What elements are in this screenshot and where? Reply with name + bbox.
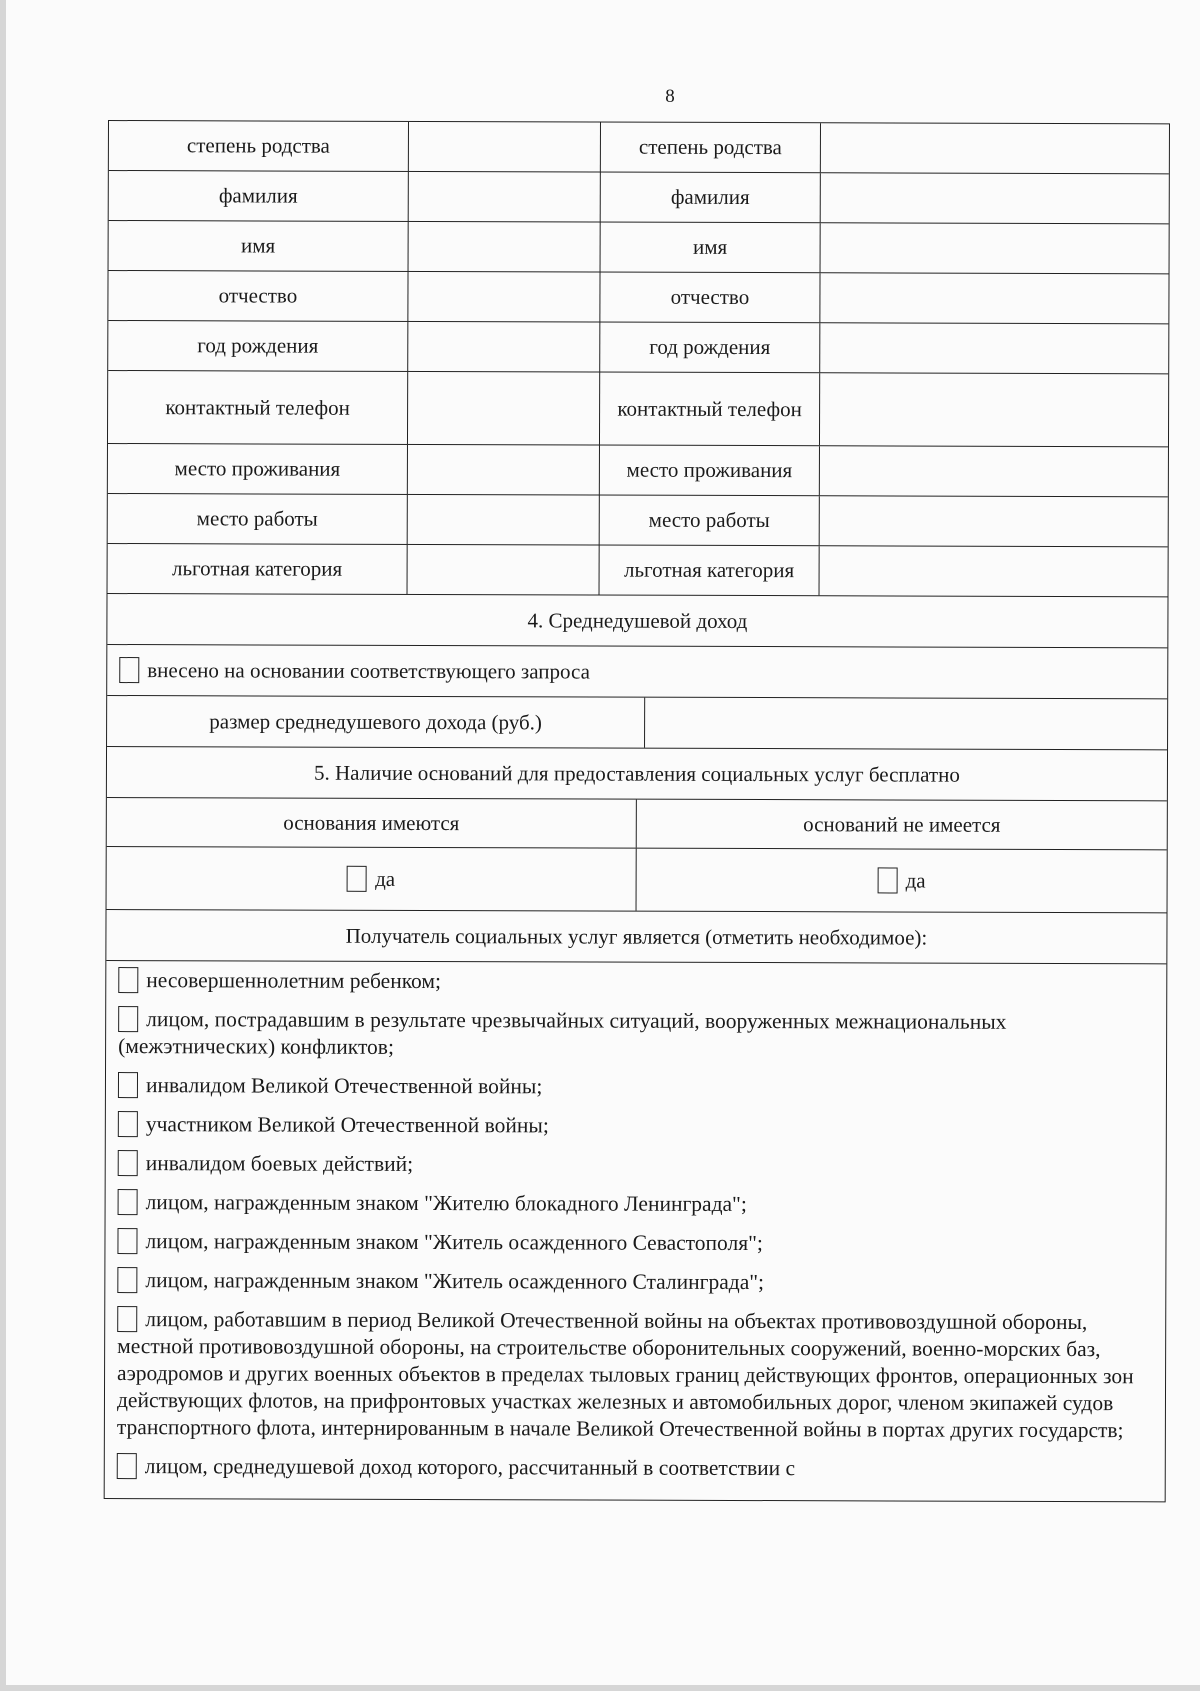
list-item	[118, 1150, 1154, 1180]
field-value[interactable]	[821, 173, 1169, 223]
section-4-title-row	[107, 594, 1167, 648]
category-label: лицом, награжденным знаком "Житель осажденного Сталинграда";	[145, 1268, 765, 1295]
list-item	[118, 1111, 1154, 1141]
relative-row	[108, 494, 1168, 547]
category-checkbox[interactable]	[117, 1306, 137, 1332]
grounds-yes-cell	[107, 847, 637, 911]
category-label: несовершеннолетним ребенком;	[146, 968, 442, 994]
field-value[interactable]	[409, 172, 601, 222]
relative-row	[109, 221, 1169, 274]
category-label: участником Великой Отечественной войны;	[145, 1112, 549, 1138]
category-checkbox[interactable]	[118, 1006, 138, 1032]
section-5-title-row	[107, 747, 1167, 801]
list-item	[118, 1189, 1154, 1219]
field-value[interactable]	[820, 446, 1168, 496]
page-number: 8	[665, 86, 675, 107]
list-item	[117, 1306, 1153, 1444]
grounds-no-label: да	[905, 868, 926, 893]
field-value[interactable]	[408, 372, 600, 445]
grounds-header-row	[107, 798, 1167, 850]
category-checkbox[interactable]	[117, 1453, 137, 1479]
relative-row	[109, 121, 1169, 174]
field-label: фамилия	[109, 171, 409, 221]
field-value[interactable]	[409, 222, 601, 272]
category-label: лицом, награжденным знаком "Житель осажденного Севастополя";	[145, 1229, 763, 1256]
field-label: год рождения	[600, 323, 820, 373]
category-checkbox[interactable]	[117, 1228, 137, 1254]
section-4-checkbox-row	[107, 645, 1167, 699]
list-item	[117, 1228, 1153, 1258]
category-label: лицом, среднедушевой доход которого, рассчитанный в соответствии с	[144, 1454, 796, 1481]
grounds-yes-checkbox[interactable]	[347, 866, 367, 892]
category-checkbox[interactable]	[118, 967, 138, 993]
field-label: год рождения	[108, 321, 408, 371]
category-checkbox[interactable]	[117, 1267, 137, 1293]
list-item	[118, 1072, 1154, 1102]
field-value[interactable]	[820, 496, 1168, 546]
list-item	[118, 1006, 1154, 1063]
field-value[interactable]	[820, 273, 1168, 323]
relative-row	[108, 321, 1168, 374]
field-label: имя	[601, 223, 821, 273]
income-value[interactable]	[645, 698, 1167, 750]
request-checkbox-label: внесено на основании соответствующего запроса	[147, 657, 590, 684]
income-row	[107, 696, 1167, 750]
list-item	[118, 967, 1154, 997]
field-label: контактный телефон	[600, 373, 820, 446]
category-label: лицом, работавшим в период Великой Отечественной войны на объектах противовоздушной обороны, местной противовоздушной обороны, на строительстве оборонительных сооружений, военно-морских баз, аэродромов и других военных объектов в пределах тыловых границ действующих фронтов, операционных зон действующих флотов, на прифронтовых участках железных и автомобильных дорог, членом экипажей судов транспортного флота, интернированным в начале Великой Отечественной войны в портах других государств;	[116, 1307, 1134, 1443]
field-label: имя	[109, 221, 409, 271]
request-checkbox-cell	[107, 645, 1167, 698]
field-value[interactable]	[820, 546, 1168, 596]
field-label: место работы	[600, 496, 820, 546]
category-checkbox[interactable]	[118, 1150, 138, 1176]
section-4-title: 4. Среднедушевой доход	[527, 607, 748, 633]
field-label: льготная категория	[108, 544, 408, 594]
category-checkbox[interactable]	[118, 1111, 138, 1137]
recipient-category-list	[105, 961, 1167, 1501]
grounds-yes-header: основания имеются	[107, 798, 637, 848]
field-value[interactable]	[408, 445, 600, 495]
category-checkbox[interactable]	[118, 1189, 138, 1215]
recipient-header-row	[106, 910, 1166, 964]
relative-row	[109, 171, 1169, 224]
field-value[interactable]	[820, 323, 1168, 373]
grounds-no-cell	[637, 849, 1167, 913]
field-label: отчество	[600, 273, 820, 323]
field-value[interactable]	[821, 223, 1169, 273]
relative-row	[108, 371, 1168, 447]
request-checkbox[interactable]	[119, 657, 139, 683]
grounds-yes-label: да	[375, 866, 396, 891]
field-label: отчество	[108, 271, 408, 321]
grounds-no-checkbox[interactable]	[878, 867, 898, 893]
application-form	[104, 120, 1170, 1502]
field-label: контактный телефон	[108, 371, 408, 444]
grounds-no-header: оснований не имеется	[803, 811, 1001, 837]
grounds-checkbox-row	[107, 847, 1167, 913]
category-label: инвалидом боевых действий;	[145, 1151, 414, 1176]
income-label: размер среднедушевого дохода (руб.)	[107, 696, 645, 748]
field-label: место проживания	[108, 444, 408, 494]
field-value[interactable]	[821, 123, 1169, 173]
field-label: место проживания	[600, 446, 820, 496]
field-value[interactable]	[408, 272, 600, 322]
field-label: степень родства	[601, 123, 821, 173]
field-value[interactable]	[408, 545, 600, 595]
list-item	[117, 1453, 1153, 1483]
relative-row	[108, 544, 1168, 597]
field-value[interactable]	[408, 495, 600, 545]
category-label: инвалидом Великой Отечественной войны;	[145, 1073, 543, 1099]
relative-row	[108, 271, 1168, 324]
section-5-title: 5. Наличие оснований для предоставления социальных услуг бесплатно	[313, 760, 960, 787]
field-value[interactable]	[820, 373, 1168, 446]
field-label: место работы	[108, 494, 408, 544]
category-label: лицом, пострадавшим в результате чрезвычайных ситуаций, вооруженных межнациональных (межэтнических) конфликтов;	[118, 1007, 1007, 1059]
field-label: степень родства	[109, 121, 409, 171]
field-value[interactable]	[409, 122, 601, 172]
category-checkbox[interactable]	[118, 1072, 138, 1098]
list-item	[117, 1267, 1153, 1297]
field-value[interactable]	[408, 322, 600, 372]
category-label: лицом, награжденным знаком "Жителю блокадного Ленинграда";	[145, 1190, 747, 1217]
field-label: фамилия	[601, 173, 821, 223]
field-label: льготная категория	[600, 546, 820, 596]
recipient-header: Получатель социальных услуг является (отметить необходимое):	[345, 923, 928, 950]
relative-row	[108, 444, 1168, 497]
